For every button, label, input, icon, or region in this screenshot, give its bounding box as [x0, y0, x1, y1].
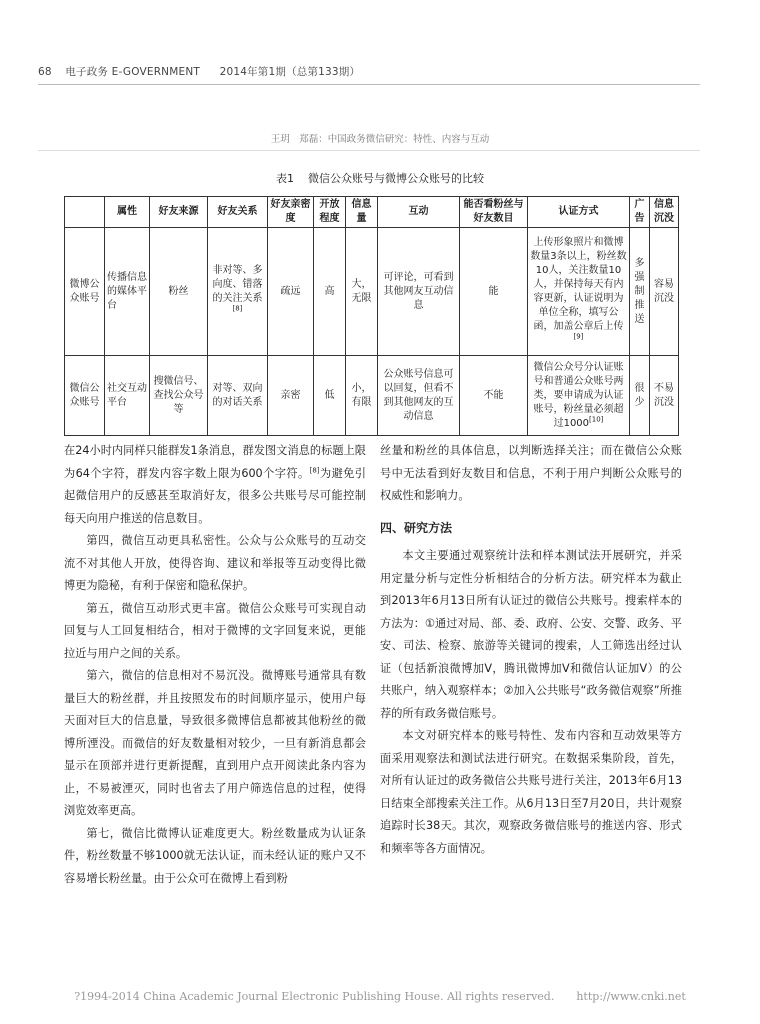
paragraph: 第六，微信的信息相对不易沉没。微博账号通常具有数量巨大的粉丝群，并且按照发布的时间顺序显示，使用户每天面对巨大的信息量，导致很多微博信息都被其他粉丝的微博所湮没。而微信的好友数量相对较少，一旦有新消息都会显示在顶部并进行更新提醒，直到用户点开阅读此条内容为止，不易被湮灭，同时也省去了用户筛选信息的过程，使得浏览效率更高。	[64, 669, 366, 817]
table-header-row	[65, 197, 679, 228]
table-header-cell: 开放程度	[314, 197, 346, 228]
table-cell: 能	[460, 228, 528, 356]
table-cell: 社交互动平台	[105, 356, 150, 436]
body-column-right	[380, 440, 682, 860]
table-row-weibo	[65, 228, 679, 356]
table-number: 表1	[276, 172, 294, 185]
journal-name: 电子政务 E-GOVERNMENT	[65, 66, 201, 78]
paragraph-text: 在24小时内同样只能群发1条消息，群发图文消息的标题上限为64个字符，群发内容字数上限为600个字符。	[64, 444, 366, 480]
table-cell: 亲密	[268, 356, 314, 436]
paragraph-text: 为避免引起微信用户的反感甚至取消好友，很多公共账号尽可能控制每天向用户推送的信息数目。	[64, 466, 366, 525]
table-header-cell: 属性	[105, 197, 150, 228]
paragraph: 本文主要通过观察统计法和样本测试法开展研究，并采用定量分析与定性分析相结合的分析方法。研究样本为截止到2013年6月13日所有认证过的微信公共账号。搜索样本的方法为：①通过对局、部、委、政府、公安、交警、政务、平安、司法、检察、旅游等关键词的搜索，人工筛选出经过认证（包括新浪微博加V，腾讯微博加V和微信认证加V）的公共账户，纳入观察样本；②加入公共账号“政务微信观察”所推荐的所有政务微信账号。	[380, 549, 682, 720]
paragraph: 第七，微信比微博认证难度更大。粉丝数量成为认证条件，粉丝数量不够1000就无法认证，而未经认证的账户又不容易增长粉丝量。由于公众可在微博上看到粉	[64, 826, 366, 885]
table-cell: 不易沉没	[650, 356, 679, 436]
table-cell: 疏远	[268, 228, 314, 356]
table-header-cell: 好友来源	[150, 197, 208, 228]
table-cell	[208, 228, 268, 356]
table-header-cell: 好友关系	[208, 197, 268, 228]
table-header-cell: 认证方式	[528, 197, 630, 228]
paragraph: 第四，微信互动更具私密性。公众与公众账号的互动交流不对其他人开放，使得咨询、建议和举报等互动变得比微博更为隐秘，有利于保密和隐私保护。	[64, 534, 366, 592]
table-cell	[528, 228, 630, 356]
table-header-cell: 互动	[378, 197, 460, 228]
body-column-left	[64, 440, 366, 890]
table-cell: 不能	[460, 356, 528, 436]
cell-text: 微信公众号分认证账号和普通公众账号两类，要申请成为认证账号，粉丝量必须超过1000	[533, 361, 624, 429]
table-header-cell	[65, 197, 105, 228]
page-number: 68	[38, 66, 52, 78]
citation-ref: [10]	[589, 415, 604, 424]
table-cell: 高	[314, 228, 346, 356]
table-cell: 微信公众账号	[65, 356, 105, 436]
paragraph: 本文对研究样本的账号特性、发布内容和互动效果等方面采用观察法和测试法进行研究。在数据采集阶段，首先，对所有认证过的政务微信公共账号进行关注，2013年6月13日结束全部搜索关注工作。从6月13日至7月20日，共计观察追踪时长38天。其次，观察政务微信账号的推送内容、形式和频率等各方面情况。	[380, 729, 682, 855]
paragraph: 丝量和粉丝的具体信息，以判断选择关注；而在微信公众账号中无法看到好友数目和信息，不利于用户判断公众账号的权威性和影响力。	[380, 444, 682, 502]
table-cell: 可评论，可看到其他网友互动信息	[378, 228, 460, 356]
table-cell: 低	[314, 356, 346, 436]
comparison-table	[64, 196, 679, 436]
table-header-cell: 广告	[630, 197, 650, 228]
issue-info: 2014年第1期（总第133期）	[219, 66, 361, 78]
table-cell: 粉丝	[150, 228, 208, 356]
header-rule	[38, 84, 700, 85]
copyright-footer: ?1994-2014 China Academic Journal Electronic Publishing House. All rights reserved. http://www.cnki.net	[74, 990, 686, 1003]
section-heading: 四、研究方法	[380, 520, 453, 535]
cell-text: 上传形象照片和微博数量3条以上，粉丝数10人，关注数量10人，并保持每天有内容更新，认证说明为单位全称，填写公函，加盖公章后上传	[530, 236, 627, 332]
table-cell	[528, 356, 630, 436]
citation-ref: [8]	[232, 304, 243, 313]
subheader-rule	[38, 150, 700, 151]
table-cell: 对等、双向的对话关系	[208, 356, 268, 436]
table-header-cell: 信息沉没	[650, 197, 679, 228]
citation-ref: [8]	[309, 465, 320, 474]
table-header-cell: 好友亲密度	[268, 197, 314, 228]
table-cell: 公众账号信息可以回复，但看不到其他网友的互动信息	[378, 356, 460, 436]
table-cell: 多强制推送	[630, 228, 650, 356]
table-row-wechat	[65, 356, 679, 436]
table-cell: 容易沉没	[650, 228, 679, 356]
paragraph	[64, 440, 366, 530]
table-cell: 大，无限	[346, 228, 378, 356]
table-header-cell: 信息量	[346, 197, 378, 228]
cell-text: 非对等、多向度、错落的关注关系	[212, 264, 263, 304]
table-caption	[0, 170, 760, 186]
table-cell: 很少	[630, 356, 650, 436]
table-cell: 微博公众账号	[65, 228, 105, 356]
table-cell: 传播信息的媒体平台	[105, 228, 150, 356]
table-header-cell: 能否看粉丝与好友数目	[460, 197, 528, 228]
article-subheader: 王玥 郑磊：中国政务微信研究：特性、内容与互动	[270, 134, 490, 145]
table-cell: 小，有限	[346, 356, 378, 436]
citation-ref: [9]	[573, 332, 584, 341]
running-header	[38, 64, 360, 79]
table-cell: 搜微信号、查找公众号等	[150, 356, 208, 436]
paragraph: 第五，微信互动形式更丰富。微信公众账号可实现自动回复与人工回复相结合，相对于微博的文字回复来说，更能拉近与用户之间的关系。	[64, 601, 366, 660]
table-title: 微信公众账号与微博公众账号的比较	[308, 172, 484, 185]
